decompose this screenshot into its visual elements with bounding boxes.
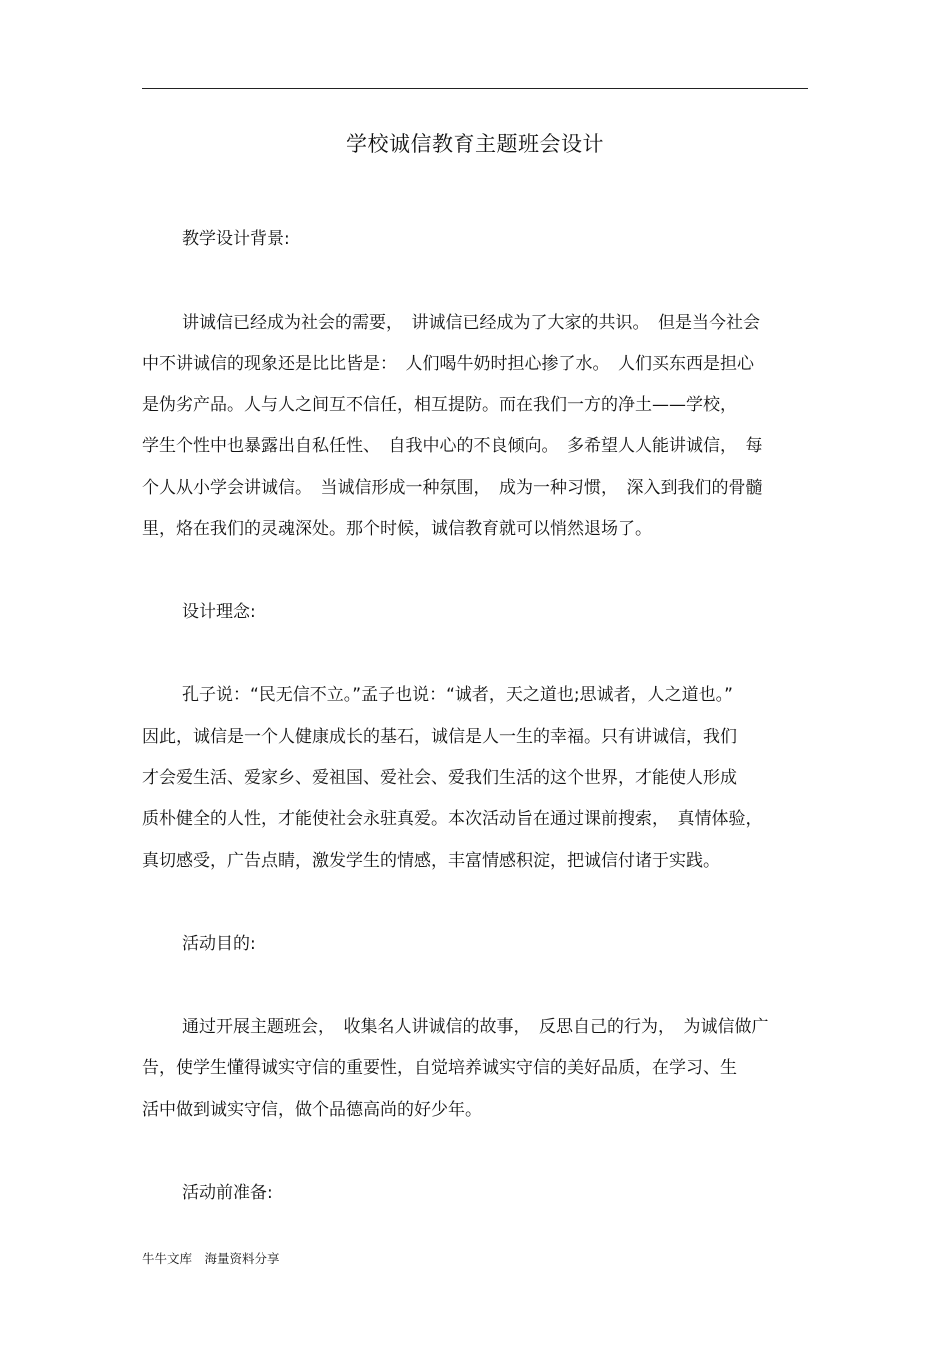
paragraph-line: 真切感受，广告点睛，激发学生的情感，丰富情感积淀，把诚信付诸于实践。 — [142, 851, 720, 871]
footer-text: 牛牛文库 海量资料分享 — [142, 1251, 280, 1266]
paragraph-line: 是伪劣产品。人与人之间互不信任，相互提防。而在我们一方的净土——学校， — [142, 395, 737, 415]
paragraph-line: 才会爱生活、爱家乡、爱祖国、爱社会、爱我们生活的这个世界，才能使人形成 — [142, 768, 737, 788]
header-rule — [142, 88, 808, 89]
preparation-heading: 活动前准备: — [182, 1183, 273, 1203]
paragraph-line: 因此，诚信是一个人健康成长的基石，诚信是人一生的幸福。只有讲诚信，我们 — [142, 727, 737, 747]
paragraph-line: 学生个性中也暴露出自私任性、 自我中心的不良倾向。 多希望人人能讲诚信， 每 — [142, 436, 763, 456]
paragraph-line: 中不讲诚信的现象还是比比皆是： 人们喝牛奶时担心掺了水。 人们买东西是担心 — [142, 354, 754, 374]
concept-heading: 设计理念: — [182, 602, 256, 622]
background-heading: 教学设计背景: — [182, 229, 290, 249]
paragraph-line: 通过开展主题班会， 收集名人讲诚信的故事， 反思自己的行为， 为诚信做广 — [182, 1017, 769, 1037]
paragraph-line: 里，烙在我们的灵魂深处。那个时候，诚信教育就可以悄然退场了。 — [142, 519, 652, 539]
paragraph-line: 个人从小学会讲诚信。 当诚信形成一种氛围， 成为一种习惯， 深入到我们的骨髓 — [142, 478, 763, 498]
paragraph-line: 讲诚信已经成为社会的需要， 讲诚信已经成为了大家的共识。 但是当今社会 — [182, 313, 760, 333]
paragraph-line: 告，使学生懂得诚实守信的重要性，自觉培养诚实守信的美好品质，在学习、生 — [142, 1058, 737, 1078]
paragraph-line: 孔子说：“民无信不立。”孟子也说：“诚者，天之道也;思诚者，人之道也。” — [182, 685, 733, 705]
paragraph-line: 活中做到诚实守信，做个品德高尚的好少年。 — [142, 1100, 482, 1120]
paragraph-line: 质朴健全的人性，才能使社会永驻真爱。本次活动旨在通过课前搜索， 真情体验， — [142, 809, 763, 829]
purpose-heading: 活动目的: — [182, 934, 256, 954]
document-title: 学校诚信教育主题班会设计 — [346, 132, 604, 156]
